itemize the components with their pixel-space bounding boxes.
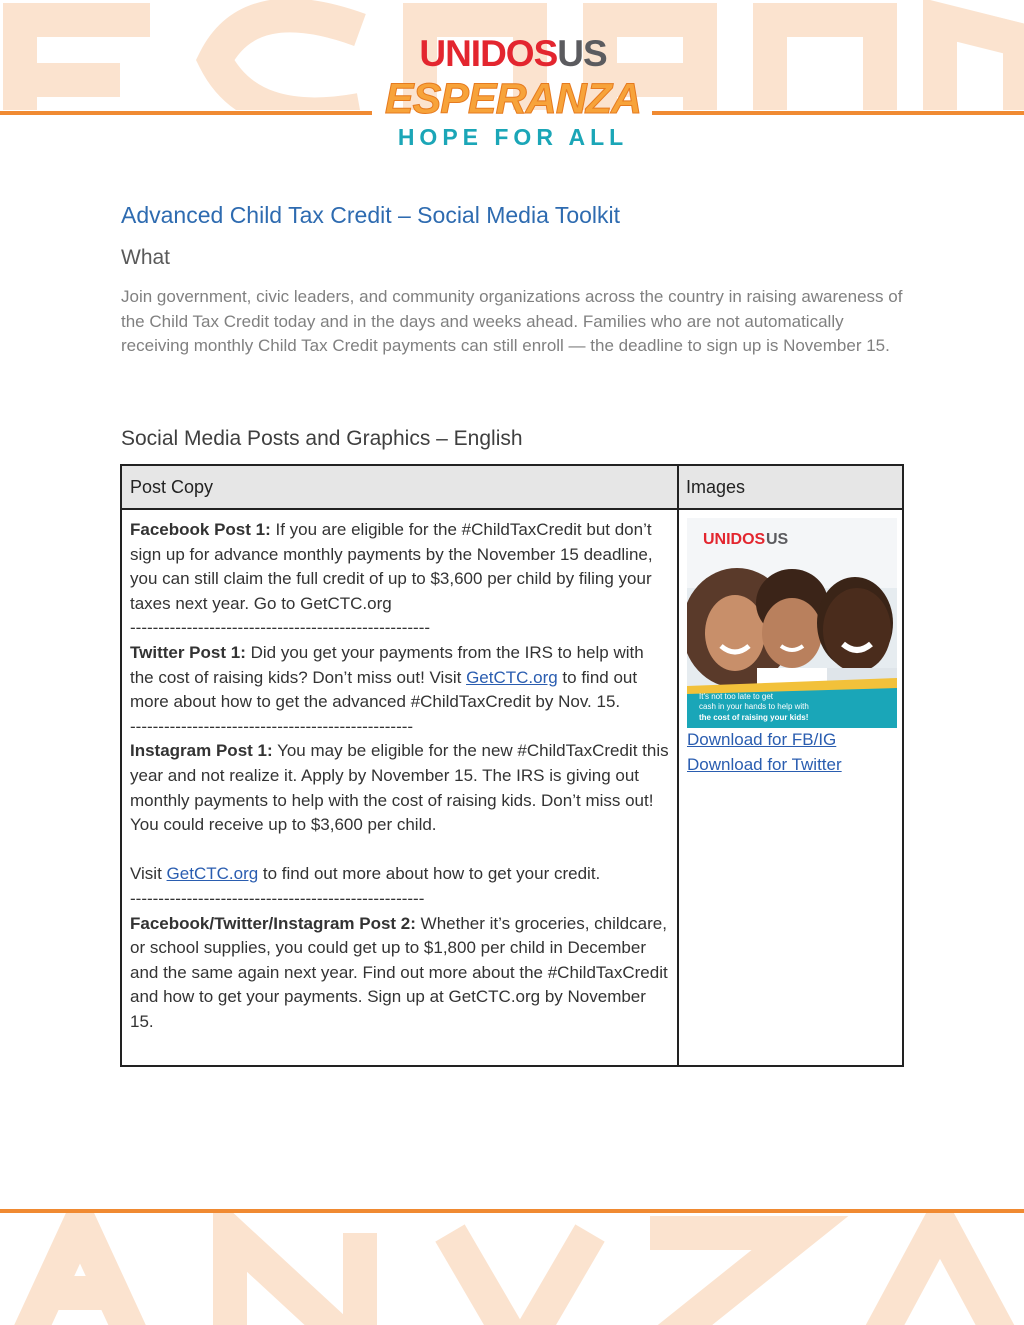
table-header-row xyxy=(122,466,902,510)
post-label: Facebook Post 1: xyxy=(130,520,271,539)
post-text: If you are eligible for the #ChildTaxCredit but don’t sign up for advance monthly payments by the November 15 deadline, you can still claim the full credit of up to $3,600 per child by filing your taxes next year. Go to GetCTC.org xyxy=(130,520,653,613)
post-text: Did you get your payments from the IRS to help with the cost of raising kids? Don’t miss out! Visit xyxy=(130,642,644,687)
post-copy-cell xyxy=(130,518,670,1034)
page-title: Advanced Child Tax Credit – Social Media Toolkit xyxy=(121,202,621,228)
table-column-divider xyxy=(677,466,679,1065)
download-twitter-line xyxy=(687,753,897,778)
promo-logo-us: US xyxy=(766,531,789,548)
separator: ----------------------------------------------------- xyxy=(130,618,431,638)
posts-table xyxy=(120,464,904,1067)
header-post-copy: Post Copy xyxy=(130,477,214,497)
getctc-link[interactable]: GetCTC.org xyxy=(166,864,259,884)
header-rule-right xyxy=(652,111,1024,115)
header-rule-left xyxy=(0,111,372,115)
post-text: You may be eligible for the new #ChildTaxCredit this year and not realize it. Apply by November 15. The IRS is giving out monthly payments to help with the cost of raising kids. Don’t miss out! You could receive up to $3,600 per child. xyxy=(130,741,669,835)
blank-line xyxy=(130,838,670,863)
download-fb-line xyxy=(687,728,897,753)
download-twitter-link[interactable]: Download for Twitter xyxy=(687,754,842,774)
download-fb-ig-link[interactable]: Download for FB/IG xyxy=(687,730,837,749)
intro-paragraph: Join government, civic leaders, and community organizations across the country in raising awareness of the Child Tax Credit today and in the days and weeks ahead. Families who are not automatically receiving monthly Child Tax Credit payments can still enroll — the deadline to sign up is November 15. xyxy=(121,287,903,356)
facebook-post-1 xyxy=(130,518,670,616)
separator: ---------------------------------------------------- xyxy=(130,888,425,908)
post-text: to find out more about how to get the advanced #ChildTaxCredit by Nov. 15. xyxy=(130,667,638,712)
promo-graphic xyxy=(687,518,897,728)
instagram-post-1 xyxy=(130,739,670,837)
getctc-link[interactable]: GetCTC.org xyxy=(466,667,558,687)
unidosus-esperanza-logo xyxy=(382,32,644,157)
header-images: Images xyxy=(686,477,746,497)
bottom-watermark xyxy=(0,1213,1024,1325)
section-heading: Social Media Posts and Graphics – English xyxy=(121,427,523,450)
post-label: Facebook/Twitter/Instagram Post 2: xyxy=(130,913,416,933)
what-heading: What xyxy=(121,246,171,269)
promo-caption-1: It's not too late to get xyxy=(699,692,774,701)
post-text: Whether it’s groceries, childcare, or school supplies, you could get up to $1,800 per child in December and the same again next year. Find out more about the #ChildTaxCredit and how to get your payments. Sign up at GetCTC.org by November 15. xyxy=(130,913,668,1031)
twitter-post-1 xyxy=(130,641,670,715)
separator: -------------------------------------------------- xyxy=(130,716,414,736)
tagline: HOPE FOR ALL xyxy=(397,124,629,150)
post-label: Twitter Post 1: xyxy=(130,642,246,662)
promo-caption-2: cash in your hands to help with xyxy=(699,702,809,711)
images-cell xyxy=(687,518,897,777)
post-label: Instagram Post 1: xyxy=(130,741,273,761)
all-platforms-post-2 xyxy=(130,912,670,1035)
instagram-visit-line: Visit GetCTC.org to find out more about how to get your credit. xyxy=(130,864,601,884)
promo-caption-3: the cost of raising your kids! xyxy=(699,713,809,722)
promo-logo-unidos: UNIDOS xyxy=(703,531,766,548)
unidosus-wordmark: UNIDOSUS xyxy=(419,33,607,74)
footer-rule xyxy=(0,1209,1024,1213)
esperanza-wordmark: ESPERANZA xyxy=(384,75,642,123)
